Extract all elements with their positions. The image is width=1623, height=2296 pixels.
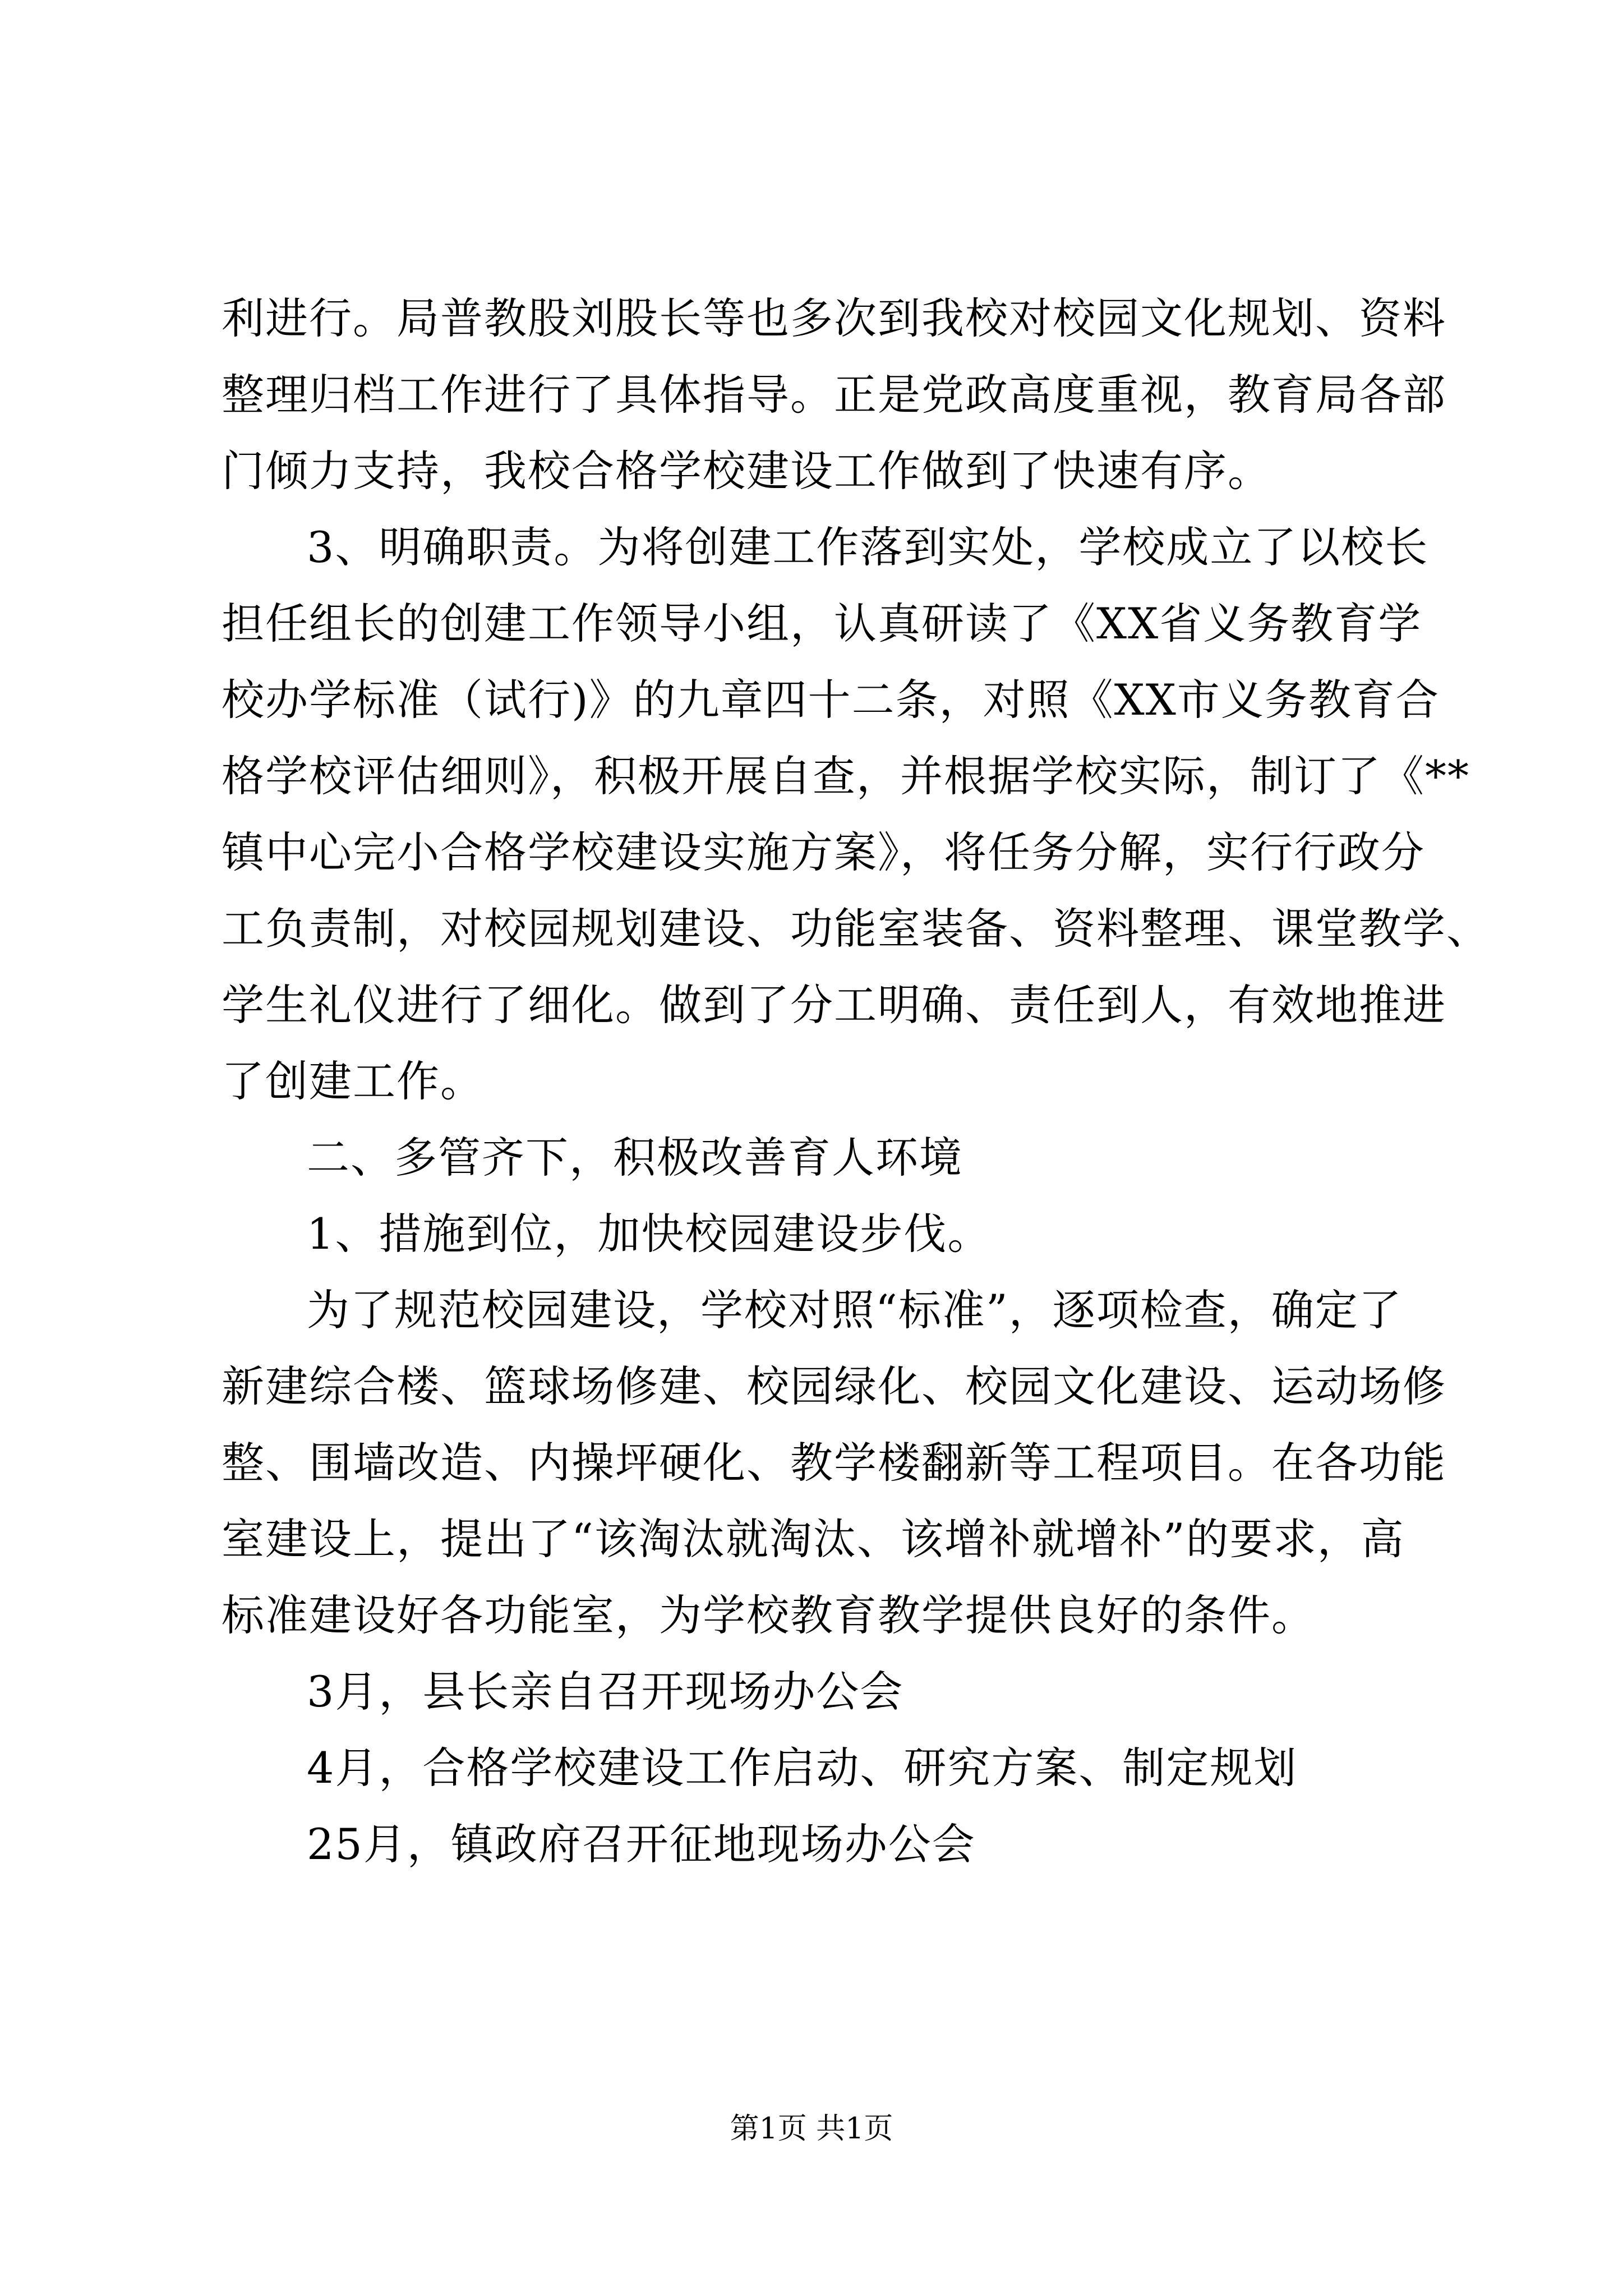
text-line: 25月，镇政府召开征地现场办公会 — [307, 1819, 976, 1869]
text-line: 门倾力支持，我校合格学校建设工作做到了快速有序。 — [222, 446, 1271, 496]
text-line: 1、措施到位，加快校园建设步伐。 — [307, 1209, 992, 1259]
text-line: 为了规范校园建设，学校对照“标准”，逐项检查，确定了 — [307, 1285, 1403, 1335]
text-line: 二、多管齐下，积极改善育人环境 — [307, 1133, 963, 1182]
text-line: 3、明确职责。为将创建工作落到实处，学校成立了以校长 — [307, 522, 1429, 572]
text-line: 担任组长的创建工作领导小组，认真研读了《XX省义务教育学 — [222, 599, 1422, 648]
text-line: 校办学标准（试行)》的九章四十二条，对照《XX市义务教育合 — [222, 675, 1440, 725]
text-line: 3月，县长亲自召开现场办公会 — [307, 1667, 904, 1717]
text-line: 4月，合格学校建设工作启动、研究方案、制定规划 — [307, 1743, 1298, 1793]
text-line: 新建综合楼、篮球场修建、校园绿化、校园文化建设、运动场修 — [222, 1361, 1446, 1411]
body-text — [222, 280, 1490, 1883]
text-line: 整理归档工作进行了具体指导。正是党政高度重视，教育局各部 — [222, 370, 1446, 420]
text-line: 整、围墙改造、内操坪硬化、教学楼翻新等工程项目。在各功能 — [222, 1438, 1446, 1488]
text-line: 镇中心完小合格学校建设实施方案》，将任务分解，实行行政分 — [222, 827, 1425, 877]
text-line: 格学校评估细则》，积极开展自查，并根据学校实际，制订了《** — [222, 751, 1470, 801]
text-line: 工负责制，对校园规划建设、功能室装备、资料整理、课堂教学、 — [222, 904, 1490, 954]
text-line: 了创建工作。 — [222, 1056, 484, 1106]
page-footer: 第1页 共1页 — [730, 2112, 893, 2146]
text-line: 学生礼仪进行了细化。做到了分工明确、责任到人，有效地推进 — [222, 980, 1446, 1030]
text-line: 标准建设好各功能室，为学校教育教学提供良好的条件。 — [222, 1590, 1315, 1640]
text-line: 利进行。局普教股刘股长等也多次到我校对校园文化规划、资料 — [222, 293, 1446, 343]
text-line: 室建设上，提出了“该淘汰就淘汰、该增补就增补”的要求，高 — [222, 1514, 1405, 1564]
